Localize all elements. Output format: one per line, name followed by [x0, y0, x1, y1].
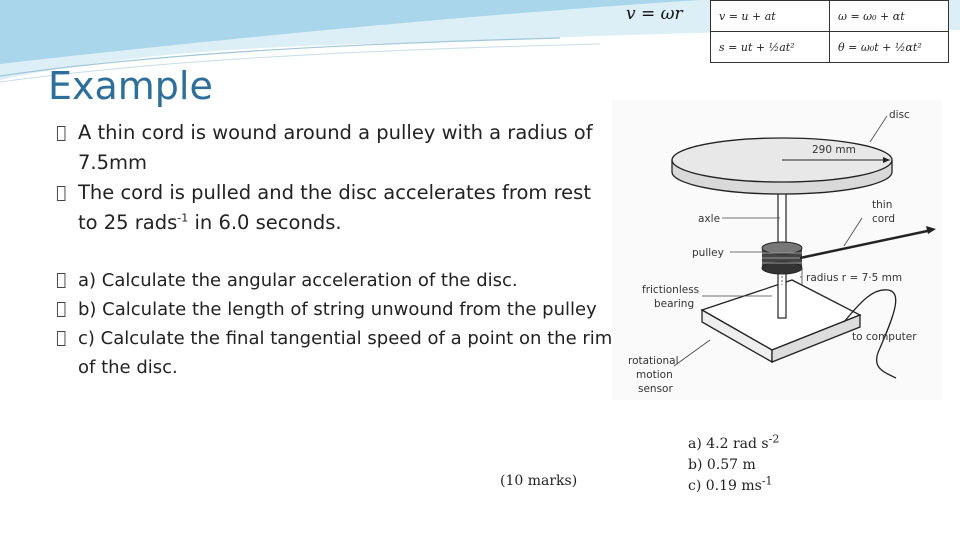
- label-frictionless: frictionless: [642, 284, 700, 296]
- label-axle: axle: [698, 213, 721, 225]
- answer-superscript: -1: [761, 474, 773, 488]
- equation-cell: θ = ω₀t + ½αt²: [830, 32, 949, 63]
- label-thin: thin: [872, 199, 893, 211]
- marks-label: (10 marks): [500, 473, 578, 489]
- bullet-text: b) Calculate the length of string unwound from the pulley: [78, 299, 597, 320]
- equation-cell: v = u + at: [711, 1, 830, 32]
- bullet-list: [56, 118, 616, 382]
- bullet-item: [56, 178, 616, 238]
- formula-v-omega-r: v = ωr: [626, 4, 683, 24]
- answer-text: a) 4.2 rad s: [688, 436, 769, 452]
- label-motion: motion: [636, 369, 673, 381]
- label-sensor: sensor: [638, 383, 673, 395]
- label-disc-radius: 290 mm: [812, 144, 856, 156]
- equation-cell: ω = ω₀ + αt: [830, 1, 949, 32]
- bullet-text: c) Calculate the final tangential speed of a point on the rim of the disc.: [78, 328, 613, 378]
- bullet-item: [56, 266, 616, 295]
- label-disc: disc: [889, 109, 910, 121]
- label-to-computer: to computer: [852, 331, 917, 343]
- superscript: -1: [177, 211, 189, 225]
- label-bearing: bearing: [654, 298, 695, 310]
- answer-text: c) 0.19 ms: [688, 478, 762, 494]
- answers-block: [688, 434, 779, 497]
- disc-shape: [672, 138, 892, 194]
- answer-text: b) 0.57 m: [688, 457, 756, 473]
- answer-line: [688, 476, 779, 497]
- bullet-icon:  : [56, 270, 67, 290]
- label-cord: cord: [872, 213, 895, 225]
- pulley-disc-diagram: [612, 100, 942, 400]
- kinematics-equation-table: [710, 0, 949, 63]
- pulley-shape: [762, 242, 802, 274]
- bullet-item: [56, 324, 616, 382]
- label-rotational: rotational: [628, 355, 679, 367]
- label-pulley-radius: radius r = 7·5 mm: [806, 272, 903, 284]
- answer-line: [688, 455, 779, 476]
- bullet-item: [56, 118, 616, 178]
- label-pulley: pulley: [692, 247, 724, 259]
- bullet-icon:  : [56, 328, 67, 348]
- answer-superscript: -2: [768, 432, 780, 446]
- bullet-text: A thin cord is wound around a pulley with a radius of 7.5mm: [78, 121, 593, 174]
- equation-cell: s = ut + ½at²: [711, 32, 830, 63]
- bullet-item: [56, 295, 616, 324]
- slide-title: Example: [48, 64, 213, 108]
- bullet-text: a) Calculate the angular acceleration of the disc.: [78, 270, 518, 291]
- bullet-text: The cord is pulled and the disc accelerates from rest to 25 rads: [78, 181, 591, 234]
- bullet-icon:  : [56, 183, 67, 203]
- bullet-icon:  : [56, 299, 67, 319]
- answer-line: [688, 434, 779, 455]
- bullet-text-tail: in 6.0 seconds.: [188, 211, 342, 234]
- bullet-icon:  : [56, 123, 67, 143]
